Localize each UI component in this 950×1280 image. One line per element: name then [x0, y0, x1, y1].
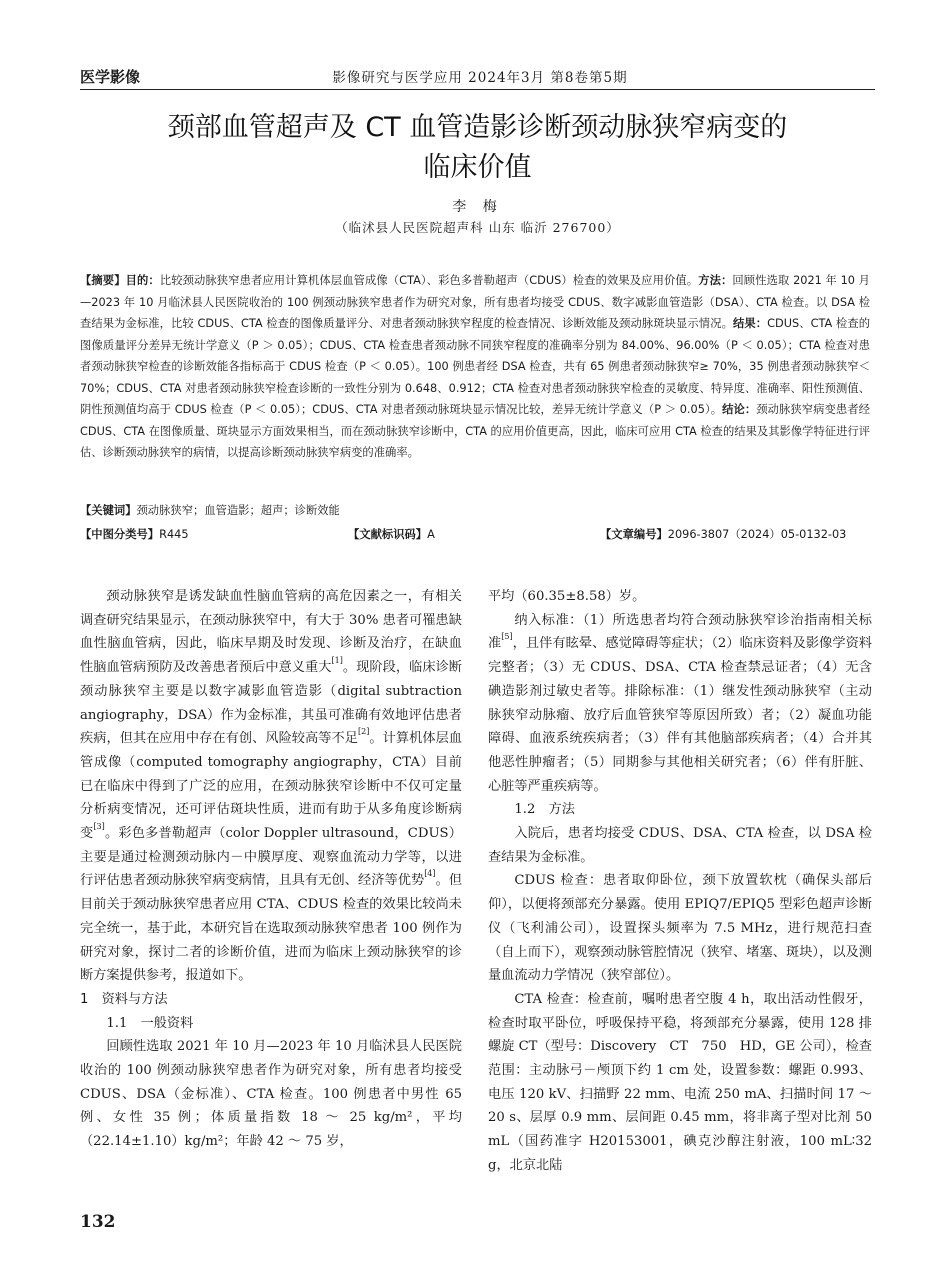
- section-heading-1: 1 资料与方法: [80, 991, 168, 1007]
- ref-2: [2]: [358, 727, 370, 737]
- title-line-1: 颈部血管超声及 CT 血管造影诊断颈动脉狭窄病变的: [167, 112, 788, 143]
- cta-paragraph: CTA 检查：检查前，嘱咐患者空腹 4 h，取出活动性假牙，检查时取平卧位，呼吸保持平稳，将颈部充分暴露，使用 128 排螺旋 CT（型号：Discovery CT 750 HD，GE 公司），检查范围：主动脉弓－颅顶下约 1 cm 处，设置参数：螺距 0.993、电压 120 kV、扫描野 22 mm、电流 250 mA、扫描时间 17 ～ 20 s、层厚 0.9 mm、层间距 0.45 mm，将非离子型对比剂 50 mL（国药准字 H20153001，碘克沙醇注射液，100 mL∶32 g，北京北陆: [488, 991, 872, 1173]
- affiliation: （临沭县人民医院超声科 山东 临沂 276700）: [335, 220, 620, 235]
- conclusion-text: 颈动脉狭窄病变患者经 CDUS、CTA 在图像质量、斑块显示方面效果相当，而在颈动脉狭窄诊断中，CTA 的应用价值更高，因此，临床可应用 CTA 检查的结果及其影像学特征进行评估、诊断颈动脉狭窄的病情，以提高诊断颈动脉狭窄病变的准确率。: [80, 403, 870, 459]
- clc-label: 【中图分类号】: [80, 528, 160, 541]
- result-label: 结果：: [732, 317, 768, 330]
- page-number: 132: [80, 1212, 116, 1232]
- doc-value: A: [427, 528, 435, 541]
- ref-5: [5]: [501, 632, 513, 642]
- purpose-text: 比较颈动脉狭窄患者应用计算机体层血管成像（CTA）、彩色多普勒超声（CDUS）检查的效果及应用价值。: [159, 274, 699, 287]
- art-value: 2096-3807（2024）05-0132-03: [667, 528, 847, 541]
- intro-part-d: 。彩色多普勒超声（color Doppler ultrasound，CDUS）主要是通过检测颈动脉内－中膜厚度、观察血流动力学等，以进行评估患者颈动脉狭窄病变病情，且具有无创、经济等优势: [80, 826, 462, 889]
- criteria-part-b: ，且伴有眩晕、感觉障碍等症状；（2）临床资料及影像学资料完整者；（3）无 CDUS、DSA、CTA 检查禁忌证者；（4）无含碘造影剂过敏史者等。排除标准：（1）继发性颈动脉狭窄（主动脉狭窄动脉瘤、放疗后血管狭窄等原因所致）者；（2）凝血功能障碍、血液系统疾病者；（3）伴有其他脑部疾病者；（4）合并其他恶性肿瘤者；（5）同期参与其他相关研究者；（6）伴有肝脏、心脏等严重疾病等。: [488, 636, 872, 794]
- intro-part-b: 。现阶段，临床诊断颈动脉狭窄主要是以数字减影血管造影（digital subtraction angiography，DSA）作为金标准，其虽可准确有效地评估患者疾病，但其在应用中存在有创、风险较高等不足: [80, 660, 462, 747]
- header-rule: [80, 89, 875, 90]
- criteria-part-a: 纳入标准：（1）所选患者均符合颈动脉狭窄诊治指南相关标准: [488, 612, 872, 652]
- ref-3: [3]: [93, 822, 105, 832]
- method-paragraph: 入院后，患者均接受 CDUS、DSA、CTA 检查，以 DSA 检查结果为金标准。: [488, 826, 872, 865]
- general-data-paragraph: 回顾性选取 2021 年 10 月—2023 年 10 月临沭县人民医院收治的 100 例颈动脉狭窄患者作为研究对象，所有患者均接受 CDUS、DSA（金标准）、CTA 检查。100 例患者中男性 65 例、女性 35 例；体质量指数 18 ～ 25 kg/m²，平均（22.14±1.10）kg/m²；年龄 42 ～ 75 岁，: [80, 1039, 462, 1150]
- art-label: 【文章编号】: [600, 528, 668, 541]
- title-line-2: 临床价值: [423, 152, 532, 183]
- intro-part-c: 。计算机体层血管成像（computed tomography angiography，CTA）目前已在临床中得到了广泛的应用，在颈动脉狭窄诊断中不仅可定量分析病变情况，还可评估斑块性质，进而有助于从多角度诊断病变: [80, 731, 463, 842]
- method-label: 方法：: [698, 274, 733, 287]
- doc-code: [348, 526, 435, 542]
- left-column: [80, 585, 462, 1154]
- intro-paragraph: [80, 585, 462, 988]
- right-column: [488, 585, 872, 1178]
- doc-label: 【文献标识码】: [348, 528, 428, 541]
- ref-4: [4]: [424, 869, 436, 879]
- article-title: [80, 108, 875, 188]
- journal-header: 影像研究与医学应用 2024年3月 第8卷第5期: [332, 70, 628, 86]
- keywords-text: 颈动脉狭窄；血管造影；超声；诊断效能: [136, 504, 340, 517]
- author: 李 梅: [452, 199, 503, 215]
- age-continuation: 平均（60.35±8.58）岁。: [488, 589, 646, 604]
- abstract: [80, 270, 870, 464]
- keywords-label: 【关键词】: [80, 504, 137, 517]
- intro-part-e: 。但目前关于颈动脉狭窄患者应用 CTA、CDUS 检查的效果比较尚未完全统一，基于此，本研究旨在选取颈动脉狭窄患者 100 例作为研究对象，探讨二者的诊断价值，进而为临床上颈动脉狭窄的诊断方案提供参考，报道如下。: [80, 873, 463, 984]
- purpose-label: 目的：: [125, 274, 160, 287]
- criteria-paragraph: [488, 609, 872, 799]
- ref-1: [1]: [331, 656, 343, 666]
- intro-part-a: 颈动脉狭窄是诱发缺血性脑血管病的高危因素之一，有相关调查研究结果显示，在颈动脉狭窄中，有大于 30% 患者可罹患缺血性脑血管病，因此，临床早期及时发现、诊断及治疗，在缺血性脑血管病预防及改善患者预后中意义重大: [80, 589, 462, 676]
- method-text: 回顾性选取 2021 年 10 月—2023 年 10 月临沭县人民医院收治的 100 例颈动脉狭窄患者作为研究对象，所有患者均接受 CDUS、数字减影血管造影（DSA）、CTA 检查。以 DSA 检查结果为金标准，比较 CDUS、CTA 检查的图像质量评分、对患者颈动脉狭窄程度的检查情况、诊断效能及颈动脉斑块显示情况。: [80, 274, 870, 330]
- keywords: [80, 502, 340, 518]
- clc-number: [80, 526, 189, 542]
- article-number: [600, 526, 846, 542]
- section-label: 医学影像: [80, 68, 141, 86]
- cdus-paragraph: CDUS 检查：患者取仰卧位，颈下放置软枕（确保头部后仰），以便将颈部充分暴露。使用 EPIQ7/EPIQ5 型彩色超声诊断仪（飞利浦公司），设置探头频率为 7.5 MHz，进行规范扫查（自上而下），观察颈动脉管腔情况（狭窄、堵塞、斑块），以及测量血流动力学情况（狭窄部位）。: [488, 873, 872, 984]
- result-text: CDUS、CTA 检查的图像质量评分差异无统计学意义（P ＞ 0.05）；CDUS、CTA 检查患者颈动脉不同狭窄程度的准确率分别为 84.00%、96.00%（P ＜ 0.05）；CTA 检查对患者颈动脉狭窄检查的诊断效能各指标高于 CDUS 检查（P ＜ 0.05）。100 例患者经 DSA 检查，共有 65 例患者颈动脉狭窄≥ 70%，35 例患者颈动脉狭窄＜ 70%；CDUS、CTA 对患者颈动脉狭窄检查诊断的一致性分别为 0.648、0.912；CTA 检查对患者颈动脉狭窄检查的灵敏度、特异度、准确率、阳性预测值、阴性预测值均高于 CDUS 检查（P ＜ 0.05）；CDUS、CTA 对患者颈动脉斑块显示情况比较，差异无统计学意义（P ＞ 0.05）。: [80, 317, 870, 416]
- conclusion-label: 结论：: [722, 403, 757, 416]
- subsection-heading-1-1: 1.1 一般资料: [106, 1015, 194, 1031]
- clc-value: R445: [159, 528, 189, 541]
- abstract-label: 【摘要】: [80, 274, 126, 287]
- subsection-heading-1-2: 1.2 方法: [514, 802, 575, 818]
